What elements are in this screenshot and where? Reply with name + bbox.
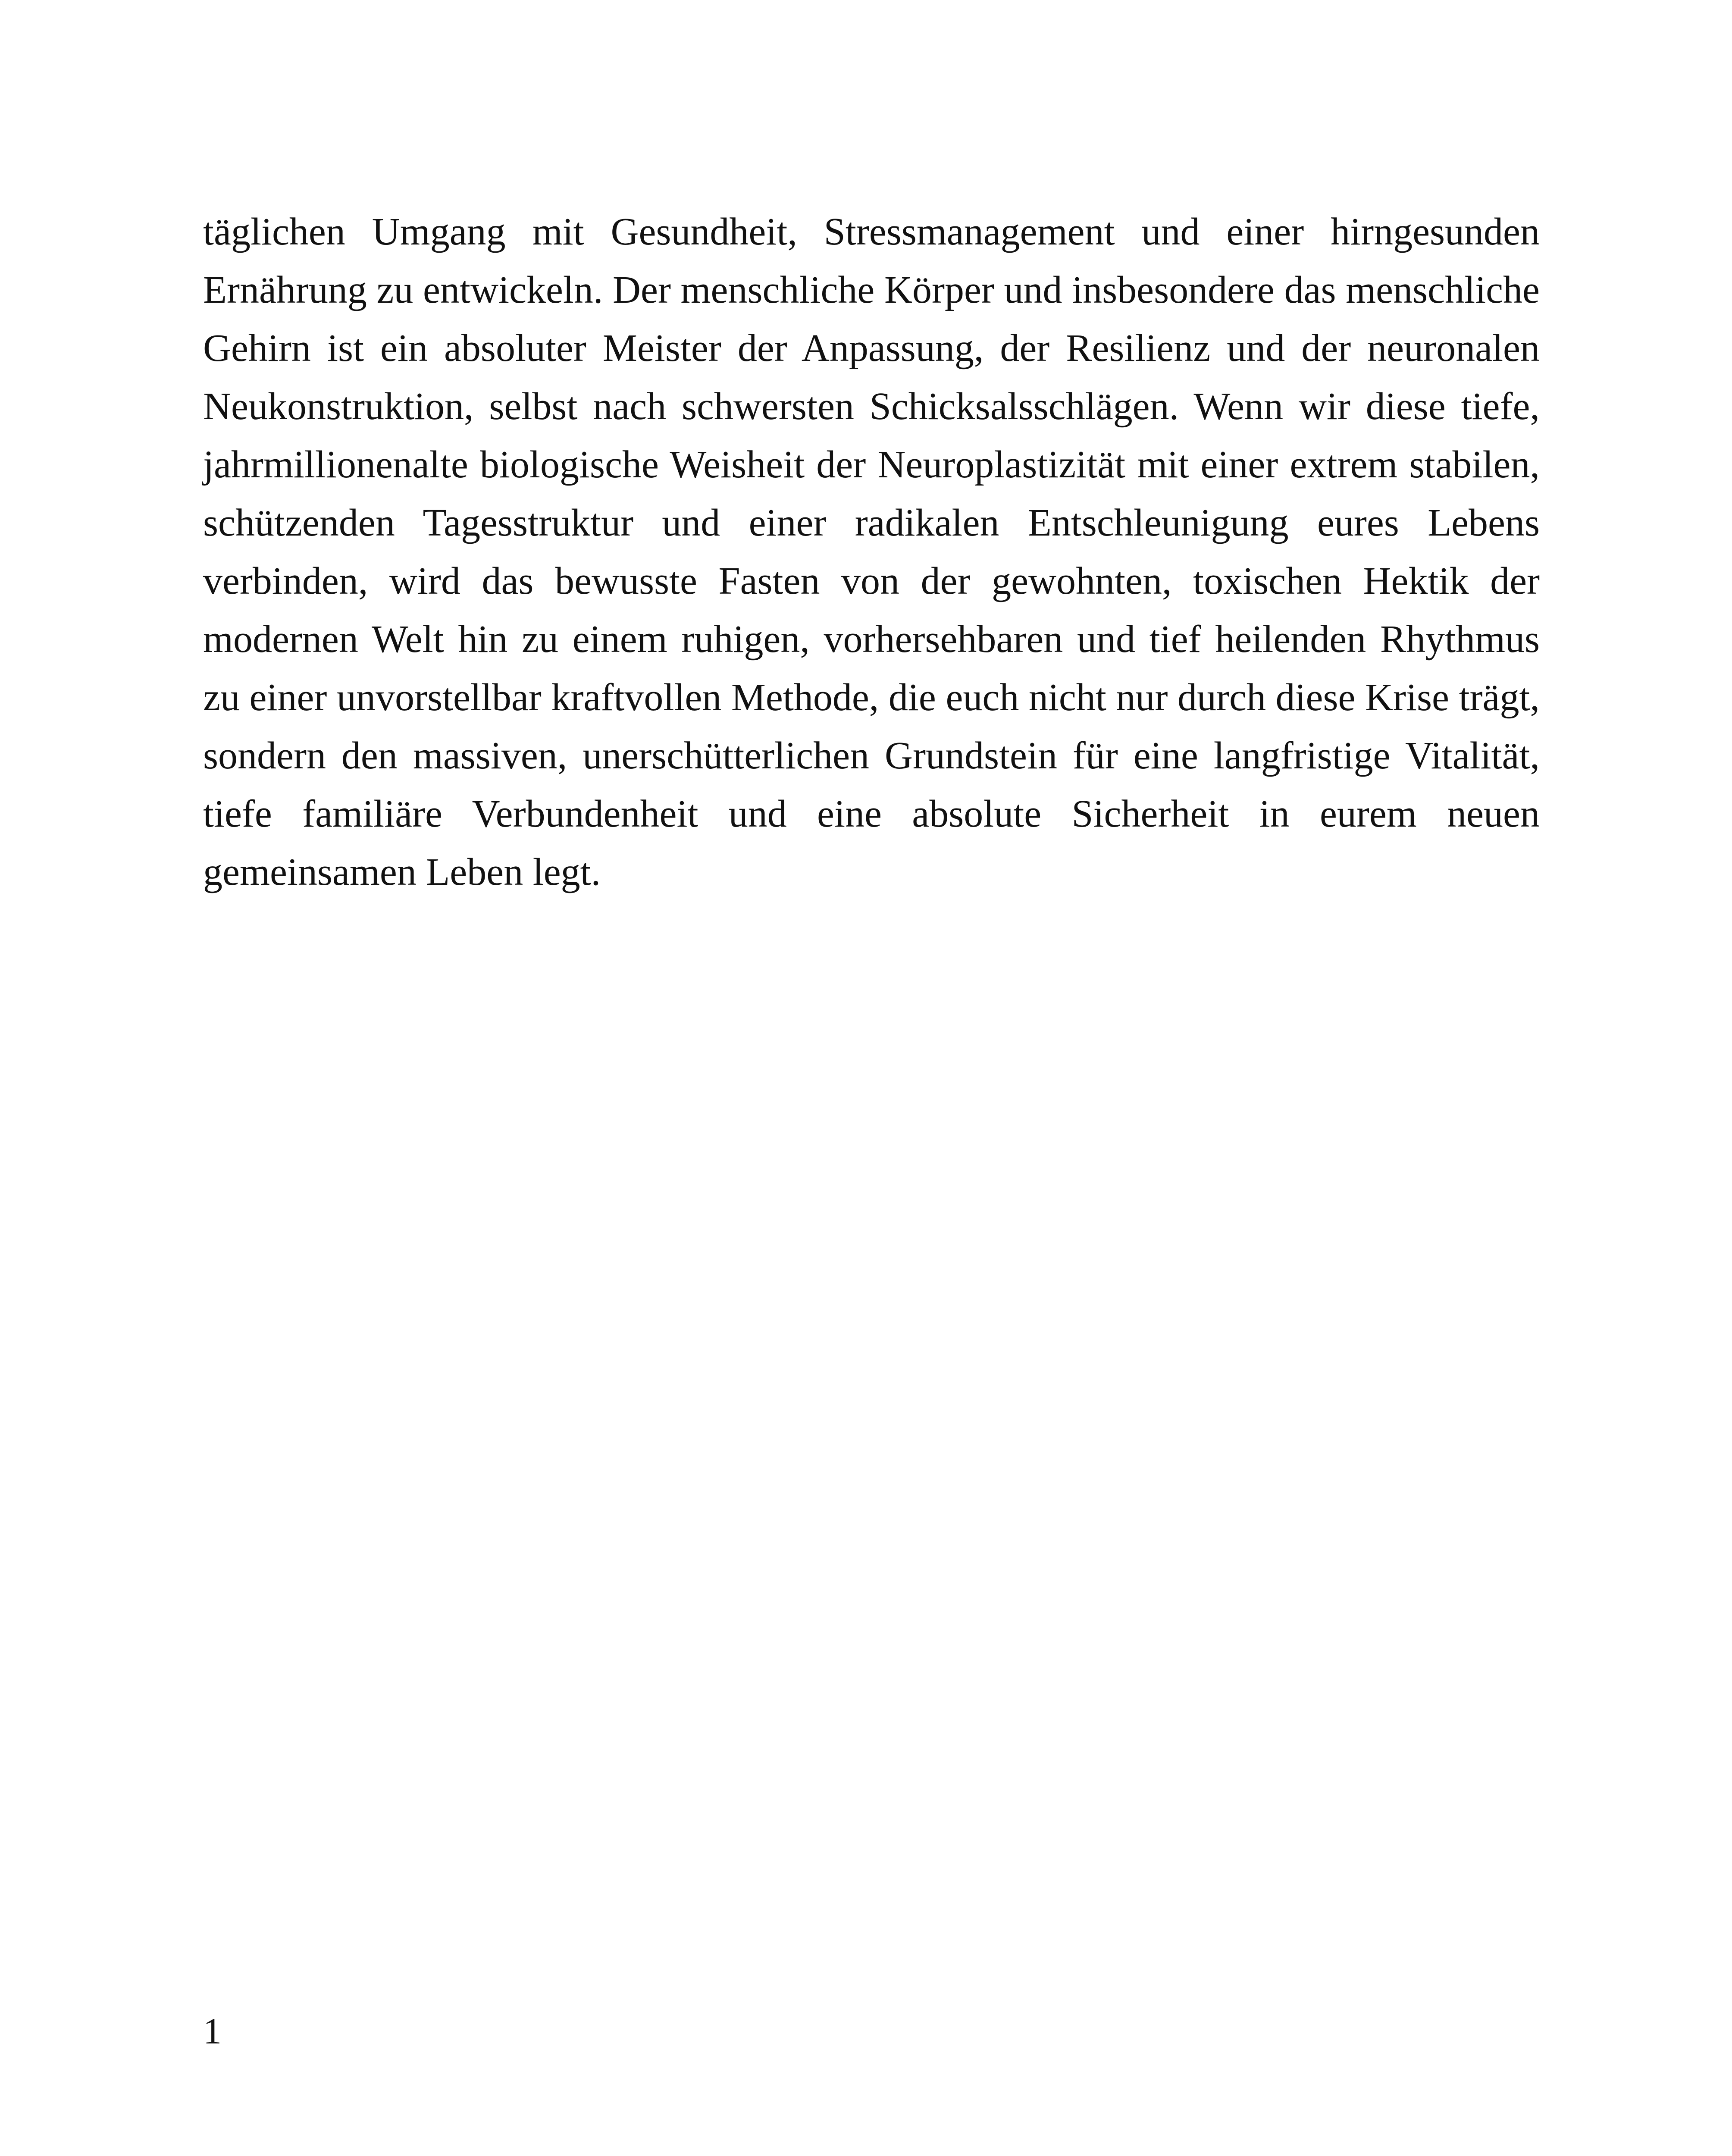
body-paragraph: täglichen Umgang mit Gesundheit, Stressmanagement und einer hirngesunden Ernährung zu entwickeln. Der menschliche Körper und insbesondere das menschliche Gehirn ist ein absoluter Meister der Anpassung, der Resilienz und der neuronalen Neukonstruktion, selbst nach schwersten Schicksalsschlägen. Wenn wir diese tiefe, jahrmillionenalte biologische Weisheit der Neuroplastizität mit einer extrem stabilen, schützenden Tagesstruktur und einer radikalen Entschleunigung eures Lebens verbinden, wird das bewusste Fasten von der gewohnten, toxischen Hektik der modernen Welt hin zu einem ruhigen, vorhersehbaren und tief heilenden Rhythmus zu einer unvorstellbar kraftvollen Methode, die euch nicht nur durch diese Krise trägt, sondern den massiven, unerschütterlichen Grundstein für eine langfristige Vitalität, tiefe familiäre Verbundenheit und eine absolute Sicherheit in eurem neuen gemeinsamen Leben legt.	[203, 210, 1540, 893]
page-number: 1	[203, 2010, 222, 2052]
